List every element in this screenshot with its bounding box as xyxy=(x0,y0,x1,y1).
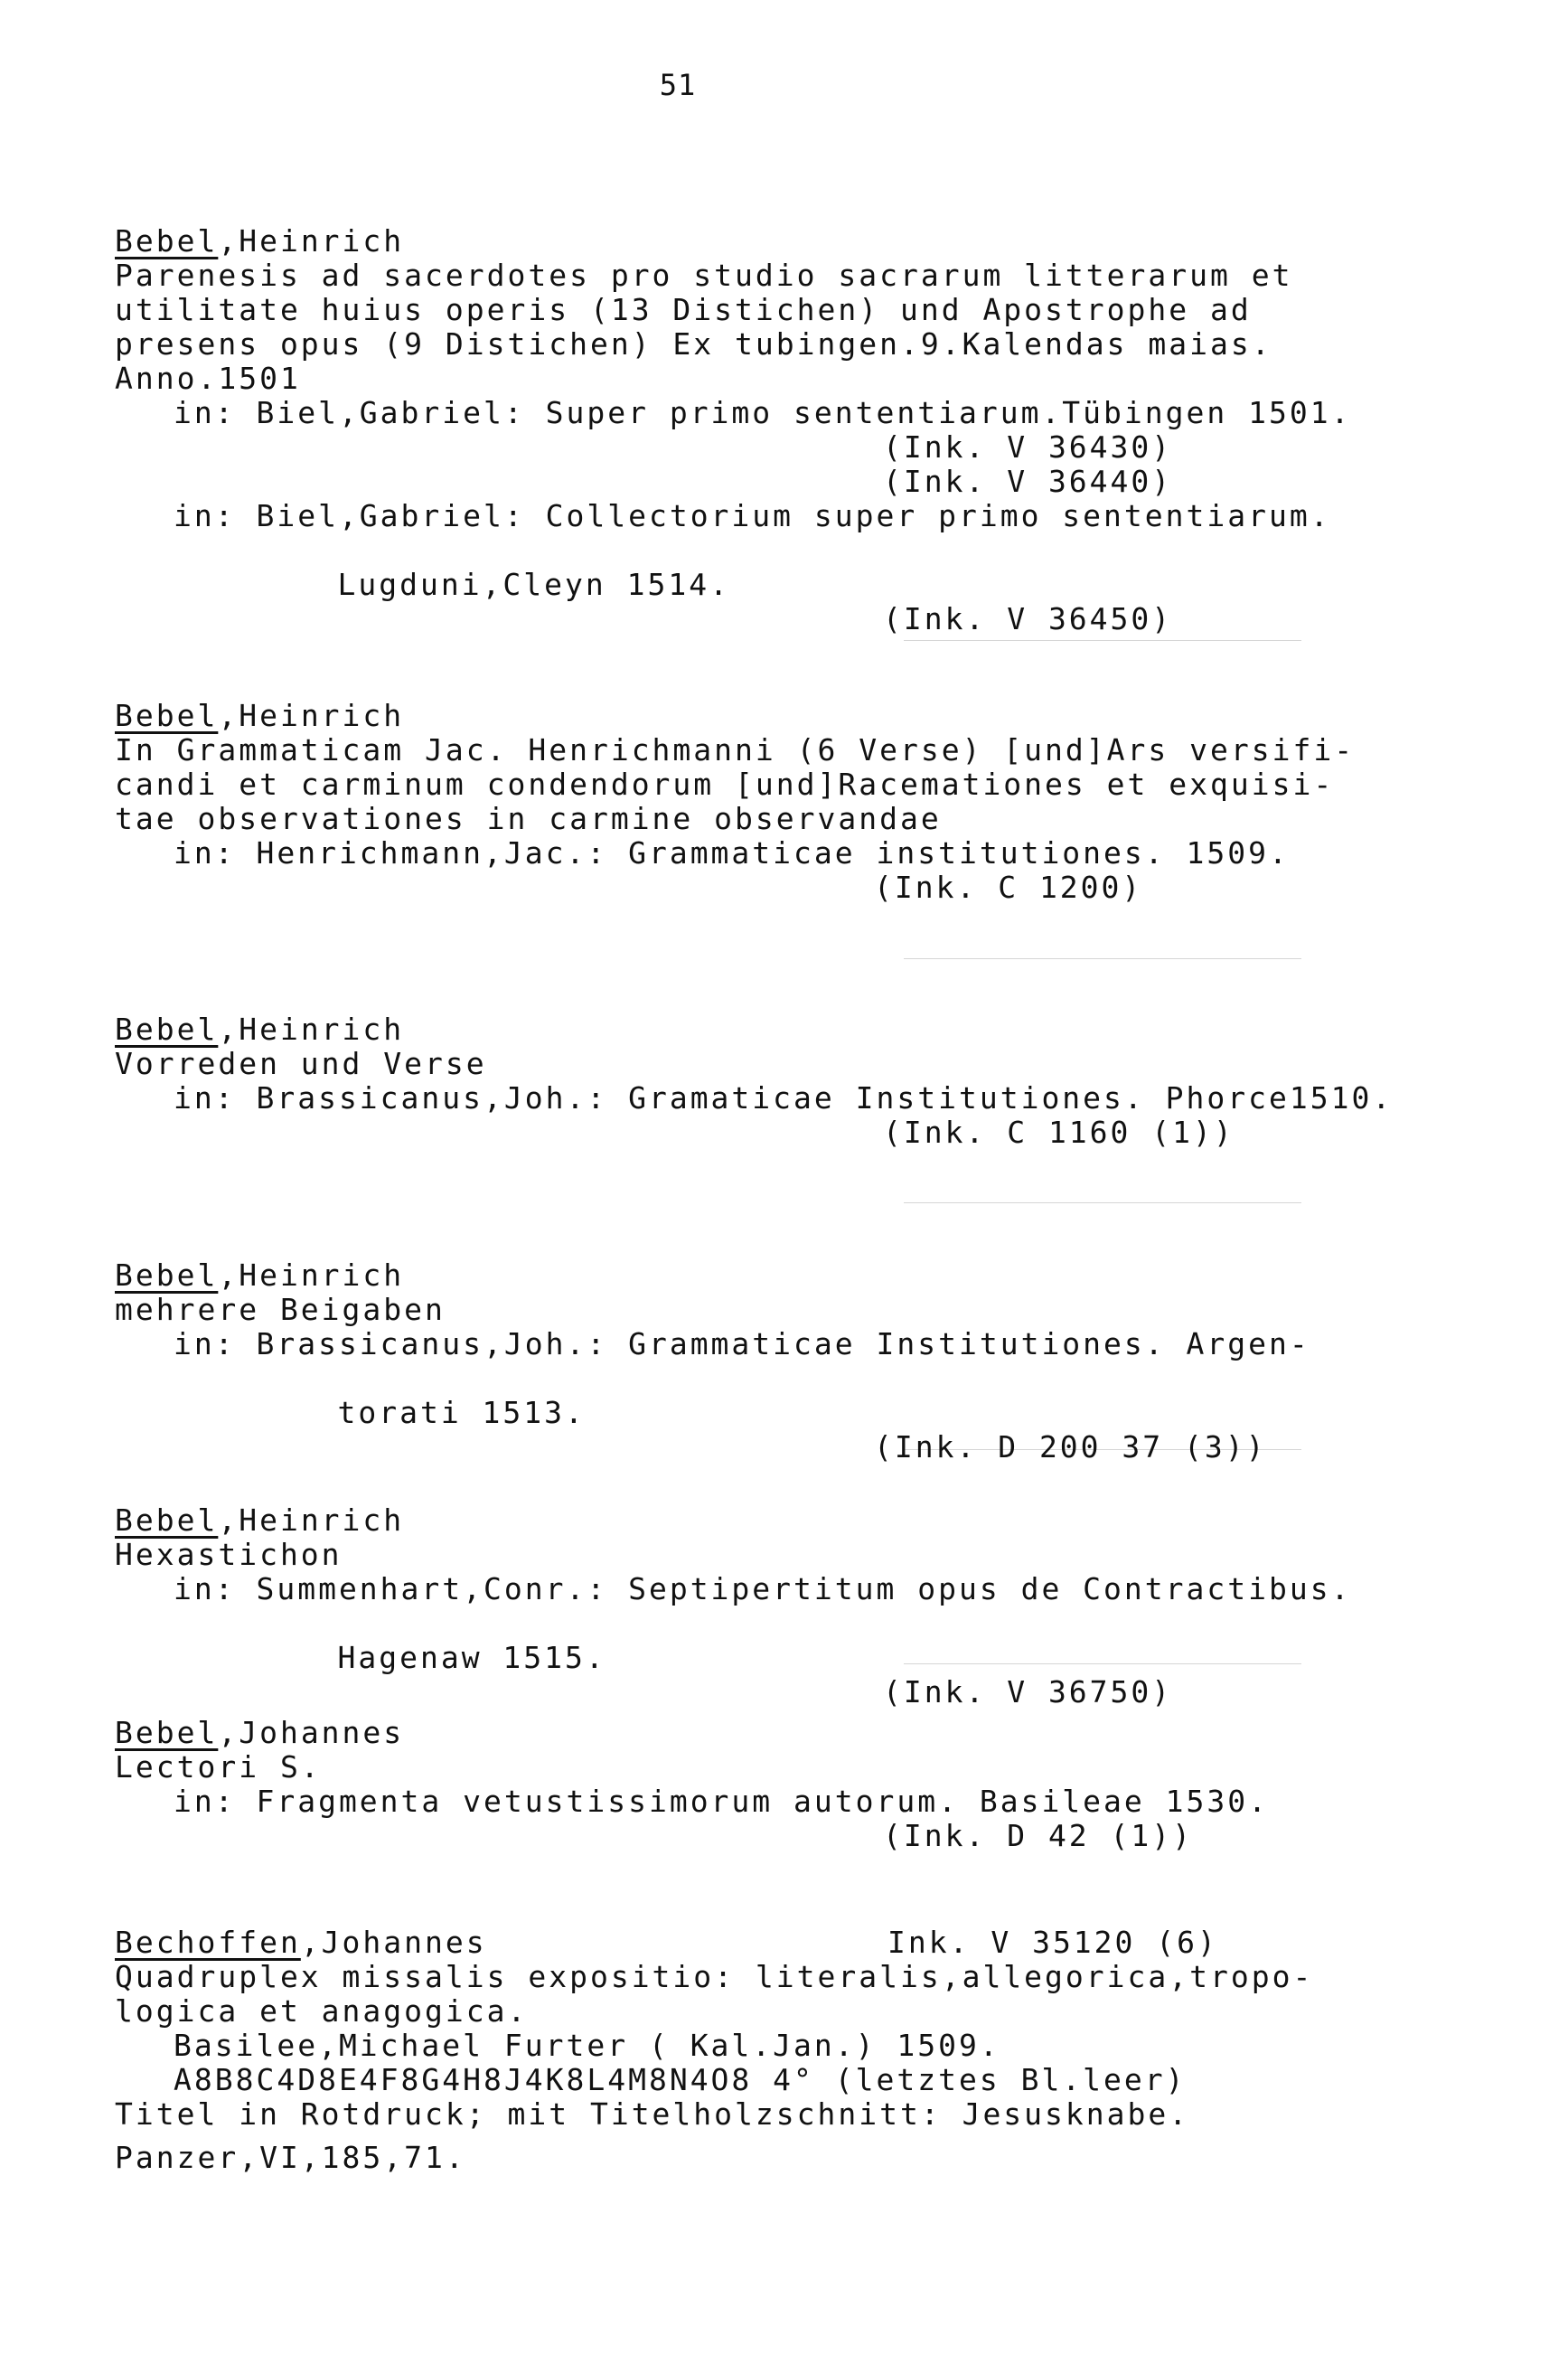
author-surname: Bebel xyxy=(115,1257,219,1293)
source-line-with-shelfmark xyxy=(115,1606,1326,1709)
title-line: In Grammaticam Jac. Henrichmanni (6 Verse) [und]Ars versifi- xyxy=(115,732,1356,768)
source-line-with-shelfmark xyxy=(115,533,1326,636)
source-line: in: Henrichmann,Jac.: Grammaticae institutiones. 1509. xyxy=(174,835,1290,871)
title-line: presens opus (9 Distichen) Ex tubingen.9.Kalendas maias. xyxy=(115,326,1272,362)
author-given-name: ,Heinrich xyxy=(218,1502,405,1538)
shelfmark: Ink. V 35120 (6) xyxy=(887,1925,1218,1960)
author-surname: Bebel xyxy=(115,1715,219,1750)
author-given-name: ,Heinrich xyxy=(218,223,405,259)
show-through-rule xyxy=(904,640,1301,641)
title-line: utilitate huius operis (13 Distichen) und Apostrophe ad xyxy=(115,292,1252,327)
reference-line: Panzer,VI,185,71. xyxy=(115,2140,466,2175)
source-line: in: Fragmenta vetustissimorum autorum. Basileae 1530. xyxy=(174,1784,1269,1819)
source-line: in: Biel,Gabriel: Super primo sententiarum.Tübingen 1501. xyxy=(174,395,1352,430)
bibliography-entry xyxy=(115,1012,1394,1150)
entry-heading xyxy=(115,1258,1326,1293)
shelfmark: (Ink. C 1200) xyxy=(874,870,1143,905)
author-given-name: ,Heinrich xyxy=(218,1012,405,1047)
author-surname: Bebel xyxy=(115,698,219,733)
bibliography-entry xyxy=(115,1502,1352,1709)
source-line: in: Biel,Gabriel: Collectorium super primo sententiarum. xyxy=(174,498,1331,533)
author-surname: Bebel xyxy=(115,1502,219,1538)
bibliography-entry xyxy=(115,1716,1326,1853)
shelfmark: (Ink. D 42 (1)) xyxy=(883,1818,1194,1853)
source-line: in: Brassicanus,Joh.: Gramaticae Institutiones. Phorce1510. xyxy=(174,1080,1394,1116)
author-given-name: ,Johannes xyxy=(300,1925,487,1960)
title-line: Lectori S. xyxy=(115,1749,322,1785)
show-through-rule xyxy=(904,1663,1301,1664)
title-line: Parenesis ad sacerdotes pro studio sacrarum litterarum et xyxy=(115,258,1293,293)
title-line: Hexastichon xyxy=(115,1537,343,1572)
source-imprint: Lugduni,Cleyn 1514. xyxy=(337,567,730,602)
page-number: 51 xyxy=(659,68,697,102)
shelfmark: (Ink. C 1160 (1)) xyxy=(883,1115,1235,1150)
title-line: logica et anagogica. xyxy=(115,1993,529,2029)
shelfmark: (Ink. V 36440) xyxy=(883,464,1173,499)
show-through-rule xyxy=(904,958,1301,959)
show-through-rule xyxy=(904,1202,1301,1203)
author-surname: Bebel xyxy=(115,223,219,259)
title-line: Vorreden und Verse xyxy=(115,1046,487,1081)
shelfmark: (Ink. V 36750) xyxy=(883,1674,1173,1709)
bibliography-entry xyxy=(115,1926,1326,2175)
source-line: in: Brassicanus,Joh.: Grammaticae Institutiones. Argen- xyxy=(174,1326,1310,1361)
author-given-name: ,Heinrich xyxy=(218,1257,405,1293)
title-line: mehrere Beigaben xyxy=(115,1292,446,1327)
entry-heading xyxy=(115,699,1326,733)
bibliography-entry xyxy=(115,1257,1326,1465)
title-line: tae observationes in carmine observandae xyxy=(115,801,942,836)
entry-heading xyxy=(115,224,1326,259)
entry-heading xyxy=(115,1012,1326,1047)
author-surname: Bechoffen xyxy=(115,1925,301,1960)
imprint-line: Basilee,Michael Furter ( Kal.Jan.) 1509. xyxy=(174,2028,1000,2063)
collation-line: A8B8C4D8E4F8G4H8J4K8L4M8N4O8 4° (letztes Bl.leer) xyxy=(174,2062,1187,2097)
entry-heading xyxy=(115,1716,1326,1750)
note-line: Titel in Rotdruck; mit Titelholzschnitt: Jesusknabe. xyxy=(115,2096,1190,2132)
source-imprint: Hagenaw 1515. xyxy=(337,1640,606,1675)
source-line-with-shelfmark xyxy=(115,1361,1326,1465)
title-line: candi et carminum condendorum [und]Racemationes et exquisi- xyxy=(115,767,1335,802)
entry-heading xyxy=(115,1926,1326,1960)
entry-heading xyxy=(115,1503,1326,1538)
shelfmark: (Ink. V 36450) xyxy=(883,601,1173,636)
author-given-name: ,Heinrich xyxy=(218,698,405,733)
title-line: Anno.1501 xyxy=(115,361,301,396)
author-given-name: ,Johannes xyxy=(218,1715,405,1750)
bibliography-entry xyxy=(115,223,1352,636)
author-surname: Bebel xyxy=(115,1012,219,1047)
source-imprint: torati 1513. xyxy=(337,1395,586,1430)
title-line: Quadruplex missalis expositio: literalis,allegorica,tropo- xyxy=(115,1959,1314,1994)
shelfmark: (Ink. V 36430) xyxy=(883,429,1173,465)
shelfmark: (Ink. D 200 37 (3)) xyxy=(874,1429,1267,1465)
bibliography-entry xyxy=(115,698,1356,905)
source-line: in: Summenhart,Conr.: Septipertitum opus de Contractibus. xyxy=(174,1571,1352,1606)
